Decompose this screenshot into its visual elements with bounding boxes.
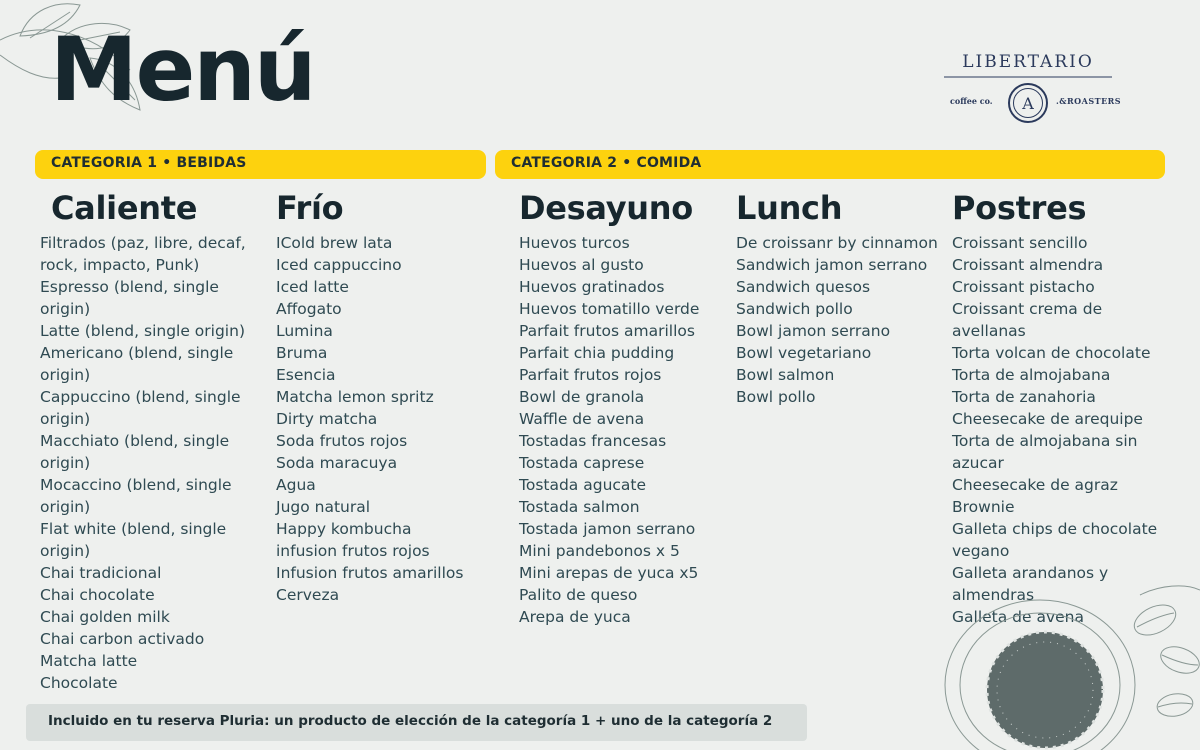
menu-item: Infusion frutos amarillos (276, 564, 464, 582)
menu-list-caliente (40, 232, 265, 694)
menu-item: Sandwich quesos (736, 278, 871, 296)
menu-item: Galleta de avena (952, 608, 1084, 626)
menu-item: Sandwich jamon serrano (736, 256, 928, 274)
menu-item: Croissant sencillo (952, 234, 1088, 252)
section-frio (276, 188, 476, 606)
menu-item: Huevos turcos (519, 234, 630, 252)
menu-item: Mocaccino (blend, single origin) (40, 476, 232, 516)
menu-item: Bowl pollo (736, 388, 816, 406)
logo-name: LIBERTARIO (962, 52, 1094, 72)
menu-item: Espresso (blend, single origin) (40, 278, 219, 318)
menu-item: ICold brew lata (276, 234, 393, 252)
menu-item: Brownie (952, 498, 1015, 516)
menu-item: Bruma (276, 344, 328, 362)
logo-subtitle-left: coffee co. (950, 96, 993, 106)
menu-item: Torta de zanahoria (952, 388, 1096, 406)
menu-item: Bowl salmon (736, 366, 835, 384)
menu-item: Matcha lemon spritz (276, 388, 434, 406)
menu-item: De croissanr by cinnamon (736, 234, 938, 252)
section-heading-lunch: Lunch (736, 189, 843, 227)
menu-list-lunch (736, 232, 946, 408)
menu-item: Bowl vegetariano (736, 344, 872, 362)
menu-item: Tostada jamon serrano (519, 520, 696, 538)
menu-item: Torta de almojabana sin azucar (952, 432, 1138, 472)
menu-item: Galleta chips de chocolate vegano (952, 520, 1158, 560)
menu-item: Torta volcan de chocolate (952, 344, 1151, 362)
menu-item: Mini pandebonos x 5 (519, 542, 680, 560)
logo-badge-letter: A (1013, 88, 1043, 118)
page-title: Menú (50, 18, 315, 121)
menu-item: Parfait frutos amarillos (519, 322, 695, 340)
section-desayuno (519, 188, 729, 628)
section-postres (952, 188, 1172, 628)
menu-item: Huevos al gusto (519, 256, 644, 274)
menu-item: Sandwich pollo (736, 300, 853, 318)
menu-item: Parfait frutos rojos (519, 366, 662, 384)
menu-item: Parfait chia pudding (519, 344, 675, 362)
menu-item: Chai carbon activado (40, 630, 205, 648)
section-caliente (40, 188, 265, 694)
category-2-banner: CATEGORIA 2 • COMIDA (495, 150, 1165, 179)
menu-item: Soda frutos rojos (276, 432, 408, 450)
menu-item: Americano (blend, single origin) (40, 344, 234, 384)
menu-list-postres (952, 232, 1172, 628)
menu-item: Cappuccino (blend, single origin) (40, 388, 241, 428)
menu-item: Iced latte (276, 278, 349, 296)
logo-subtitle-right: .&ROASTERS (1056, 96, 1122, 106)
menu-item: Chocolate (40, 674, 118, 692)
menu-item: Croissant almendra (952, 256, 1104, 274)
section-heading-desayuno: Desayuno (519, 189, 693, 227)
menu-item: infusion frutos rojos (276, 542, 430, 560)
menu-item: Bowl jamon serrano (736, 322, 891, 340)
menu-item: Flat white (blend, single origin) (40, 520, 227, 560)
menu-item: Affogato (276, 300, 342, 318)
menu-item: Bowl de granola (519, 388, 645, 406)
menu-item: Soda maracuya (276, 454, 398, 472)
menu-item: Mini arepas de yuca x5 (519, 564, 699, 582)
brand-logo (938, 52, 1122, 128)
menu-list-frio (276, 232, 476, 606)
menu-item: Tostada agucate (519, 476, 647, 494)
menu-item: Matcha latte (40, 652, 138, 670)
menu-item: Lumina (276, 322, 333, 340)
menu-item: Huevos tomatillo verde (519, 300, 700, 318)
section-lunch (736, 188, 946, 408)
menu-item: Croissant pistacho (952, 278, 1095, 296)
footer-note: Incluido en tu reserva Pluria: un producto de elección de la categoría 1 + uno de la categoría 2 (26, 704, 807, 741)
menu-item: Agua (276, 476, 316, 494)
menu-item: Chai tradicional (40, 564, 162, 582)
menu-item: Tostada caprese (519, 454, 645, 472)
menu-item: Croissant crema de avellanas (952, 300, 1103, 340)
menu-item: Cheesecake de agraz (952, 476, 1118, 494)
coffee-cup-illustration-icon (940, 575, 1200, 750)
menu-item: Tostada salmon (519, 498, 640, 516)
menu-item: Cerveza (276, 586, 340, 604)
menu-item: Galleta arandanos y almendras (952, 564, 1109, 604)
menu-item: Arepa de yuca (519, 608, 631, 626)
menu-item: Iced cappuccino (276, 256, 402, 274)
menu-item: Dirty matcha (276, 410, 378, 428)
menu-item: Chai golden milk (40, 608, 170, 626)
menu-item: Macchiato (blend, single origin) (40, 432, 230, 472)
menu-item: Jugo natural (276, 498, 371, 516)
menu-item: Esencia (276, 366, 336, 384)
menu-item: Huevos gratinados (519, 278, 665, 296)
menu-item: Torta de almojabana (952, 366, 1111, 384)
category-1-banner: CATEGORIA 1 • BEBIDAS (35, 150, 486, 179)
menu-list-desayuno (519, 232, 729, 628)
logo-underline-icon (938, 75, 1118, 79)
section-heading-caliente: Caliente (51, 189, 198, 227)
section-heading-frio: Frío (276, 189, 344, 227)
menu-item: Tostadas francesas (519, 432, 667, 450)
section-heading-postres: Postres (952, 189, 1087, 227)
menu-item: Happy kombucha (276, 520, 412, 538)
menu-item: Filtrados (paz, libre, decaf, rock, impacto, Punk) (40, 234, 246, 274)
logo-badge-icon (1008, 83, 1048, 123)
menu-item: Waffle de avena (519, 410, 645, 428)
menu-item: Latte (blend, single origin) (40, 322, 245, 340)
menu-item: Palito de queso (519, 586, 638, 604)
menu-item: Chai chocolate (40, 586, 155, 604)
menu-item: Cheesecake de arequipe (952, 410, 1143, 428)
